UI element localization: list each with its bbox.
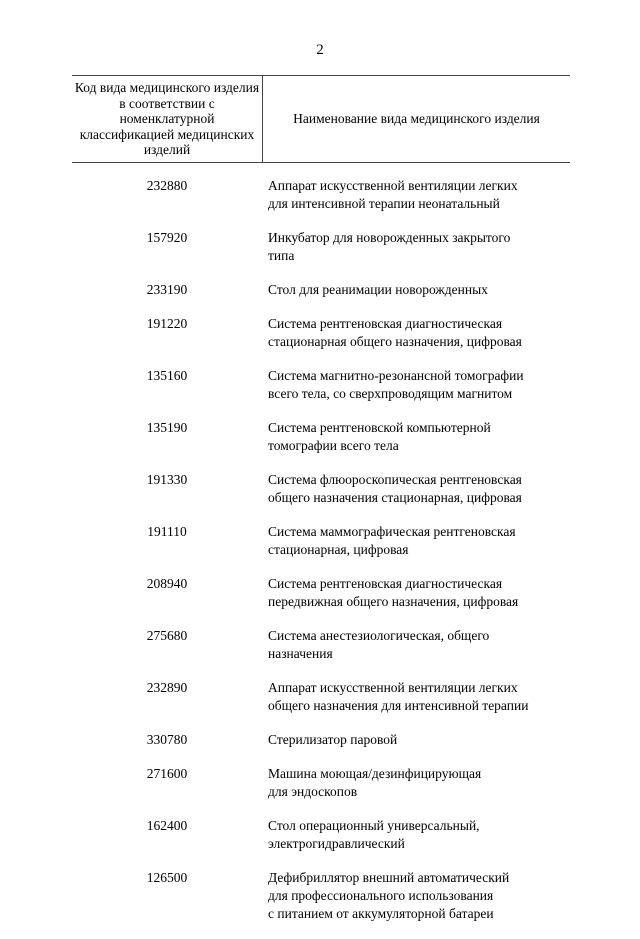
table-row (72, 817, 570, 853)
device-name: Система магнитно-резонансной томографии всего тела, со сверхпроводящим магнитом (268, 368, 524, 401)
device-name: Стол операционный универсальный, электрогидравлический (268, 818, 480, 851)
device-code: 135190 (146, 420, 188, 435)
table-row (72, 731, 570, 749)
device-name: Система маммографическая рентгеновская стационарная, цифровая (268, 524, 516, 557)
device-code: 126500 (146, 870, 188, 885)
device-code: 232890 (146, 680, 188, 695)
device-name: Инкубатор для новорожденных закрытого типа (268, 230, 511, 263)
table-row (72, 471, 570, 507)
device-name: Система флюороскопическая рентгеновская общего назначения стационарная, цифровая (268, 472, 522, 505)
table-row (72, 869, 570, 923)
device-name: Система рентгеновская диагностическая стационарная общего назначения, цифровая (268, 316, 522, 349)
table-row (72, 765, 570, 801)
device-code: 271600 (146, 766, 188, 781)
table-row (72, 575, 570, 611)
table-row (72, 679, 570, 715)
device-code: 162400 (146, 818, 188, 833)
device-name: Система анестезиологическая, общего назначения (268, 628, 490, 661)
device-code: 275680 (146, 628, 188, 643)
column-header-code: Код вида медицинского изделия в соответствии с номенклатурной классификацией медицинских изделий (72, 76, 263, 162)
table-row (72, 177, 570, 213)
device-name: Стерилизатор паровой (268, 732, 398, 747)
device-code: 135160 (146, 368, 188, 383)
table-row (72, 523, 570, 559)
device-name: Система рентгеновской компьютерной томографии всего тела (268, 420, 491, 453)
device-code: 191110 (147, 524, 187, 539)
table-row (72, 281, 570, 299)
device-name: Машина моющая/дезинфицирующая для эндоскопов (268, 766, 482, 799)
device-name: Система рентгеновская диагностическая передвижная общего назначения, цифровая (268, 576, 519, 609)
device-code: 191220 (146, 316, 188, 331)
table-row (72, 627, 570, 663)
table-body (72, 177, 570, 939)
column-header-name: Наименование вида медицинского изделия (293, 111, 540, 126)
table-header (72, 75, 570, 163)
table-row (72, 367, 570, 403)
device-code: 233190 (146, 282, 188, 297)
device-name: Аппарат искусственной вентиляции легких общего назначения для интенсивной терапии (268, 680, 529, 713)
device-code: 232880 (146, 178, 188, 193)
device-code: 157920 (146, 230, 188, 245)
device-name: Стол для реанимации новорожденных (268, 282, 488, 297)
table-row (72, 229, 570, 265)
page-number: 2 (316, 42, 324, 58)
device-code: 191330 (146, 472, 188, 487)
table-row (72, 419, 570, 455)
device-name: Дефибриллятор внешний автоматический для профессионального использования с питанием от аккумуляторной батареи (268, 870, 510, 921)
device-code: 208940 (146, 576, 188, 591)
device-code: 330780 (146, 732, 188, 747)
device-name: Аппарат искусственной вентиляции легких для интенсивной терапии неонатальный (268, 178, 518, 211)
table-row (72, 315, 570, 351)
